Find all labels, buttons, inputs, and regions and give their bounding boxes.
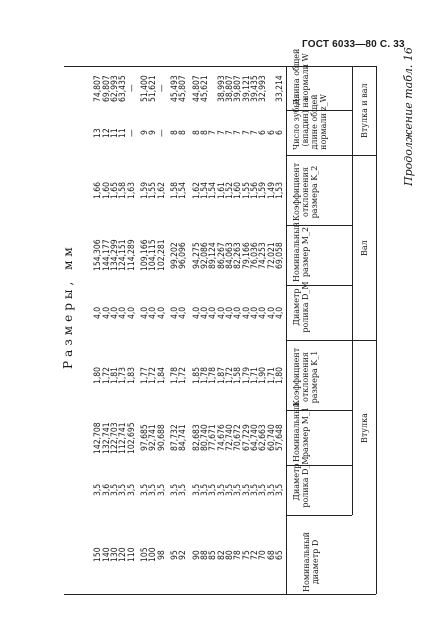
table-cell-teeth-count: 11 <box>110 127 120 138</box>
column-header-hub-nominal-size: Номинальный размер M_1 <box>292 402 310 462</box>
table-cell-shaft-nominal-size: 99,202 <box>170 241 180 269</box>
table-cell-teeth-count: 6 <box>275 130 285 135</box>
table-cell-shaft-nominal-size: 89,124 <box>208 241 219 269</box>
table-cell-hub-roller-diameter: 3,5 <box>216 483 227 496</box>
table-cell-shaft-coefficient: 1,55 <box>241 181 252 199</box>
table-cell-shaft-roller-diameter: 4,0 <box>216 306 227 319</box>
table-cell-shaft-roller-diameter: 4,0 <box>275 306 285 319</box>
sizes-caption: Размеры, мм <box>61 243 75 369</box>
table-cell-shaft-roller-diameter: 4,0 <box>170 306 180 319</box>
column-header-teeth-count: Число зубьев (впадин) на длине общей нормали z_W <box>292 94 328 150</box>
table-cell-hub-nominal-size: 80,740 <box>200 424 210 451</box>
table-cell-hub-coefficient: 1,72 <box>148 366 159 384</box>
table-cell-hub-roller-diameter: 3,5 <box>110 483 120 496</box>
table-cell-nominal-diameter: 120 <box>118 547 129 562</box>
table-cell-hub-nominal-size: 102,695 <box>126 421 137 454</box>
table-cell-teeth-count: 6 <box>258 130 269 135</box>
table-cell-hub-coefficient: 1,79 <box>241 366 252 384</box>
table-cell-shaft-nominal-size: 76,036 <box>250 241 260 269</box>
table-cell-teeth-count: 9 <box>140 130 150 135</box>
table-cell-hub-nominal-size: 97,685 <box>140 424 150 451</box>
table-cell-nominal-diameter: 100 <box>148 547 159 562</box>
table-cell-shaft-coefficient: 1,58 <box>170 181 180 199</box>
table-cell-shaft-roller-diameter: 4,0 <box>148 306 159 319</box>
table-cell-shaft-roller-diameter: 4,0 <box>258 306 269 319</box>
table-cell-teeth-count: 12 <box>101 127 112 138</box>
table-cell-hub-coefficient: 1,80 <box>275 366 285 384</box>
table-cell-hub-roller-diameter: 3,5 <box>170 483 180 496</box>
column-header-nominal-diameter: Номинальный диаметр D <box>302 532 320 592</box>
table-cell-shaft-coefficient: 1,58 <box>118 181 129 199</box>
table-continuation-title: Продолжение табл. 16 <box>402 47 415 186</box>
table-cell-hub-roller-diameter: 3,5 <box>241 483 252 496</box>
table-cell-hub-nominal-size: 87,732 <box>170 424 180 451</box>
table-cell-nominal-diameter: 140 <box>101 547 112 562</box>
table-cell-teeth-count: 9 <box>148 130 159 135</box>
table-cell-hub-roller-diameter: 3,6 <box>101 483 112 496</box>
table-cell-shaft-coefficient: 1,60 <box>101 181 112 199</box>
table-cell-shaft-roller-diameter: 4,0 <box>140 306 150 319</box>
table-cell-teeth-count: 8 <box>200 130 210 135</box>
table-cell-shaft-coefficient: 1,55 <box>148 181 159 199</box>
table-cell-hub-coefficient: 1,72 <box>101 366 112 384</box>
table-cell-nominal-diameter: 150 <box>93 547 104 562</box>
gost-page-label: ГОСТ 6033—80 С. 33 <box>302 39 405 50</box>
table-cell-nominal-diameter: 90 <box>191 549 202 560</box>
column-header-shaft-coefficient: Коэффициент отклонения размера K_2 <box>292 162 319 222</box>
table-cell-shaft-roller-diameter: 4,0 <box>126 306 137 319</box>
table-cell-hub-coefficient: 1,85 <box>191 366 202 384</box>
group-hub-and-shaft: Втулка и вал <box>360 83 369 138</box>
table-cell-shaft-roller-diameter: 4,0 <box>93 306 104 319</box>
table-cell-shaft-roller-diameter: 4,0 <box>225 306 235 319</box>
table-cell-hub-roller-diameter: 3,5 <box>258 483 269 496</box>
table-cell-shaft-coefficient: 1,63 <box>126 181 137 199</box>
table-cell-hub-nominal-size: 90,688 <box>156 424 167 451</box>
table-cell-shaft-roller-diameter: 4,0 <box>266 306 277 319</box>
table-cell-hub-coefficient: 1,80 <box>93 366 104 384</box>
table-cell-hub-nominal-size: 67,729 <box>241 424 252 451</box>
table-border-right <box>376 66 377 594</box>
page-header <box>0 0 426 60</box>
table-cell-teeth-count: 6 <box>266 130 277 135</box>
table-cell-hub-coefficient: 1,72 <box>225 366 235 384</box>
table-cell-hub-roller-diameter: 3,5 <box>93 483 104 496</box>
table-cell-common-normal-length: 33,214 <box>275 74 285 102</box>
table-cell-hub-nominal-size: 62,663 <box>258 424 269 451</box>
table-cell-hub-roller-diameter: 3,5 <box>148 483 159 496</box>
table-cell-shaft-nominal-size: 94,275 <box>191 241 202 269</box>
table-cell-shaft-nominal-size: 154,306 <box>93 239 104 271</box>
table-cell-shaft-roller-diameter: 4,0 <box>250 306 260 319</box>
table-cell-hub-nominal-size: 74,676 <box>216 424 227 451</box>
table-cell-shaft-nominal-size: 124,151 <box>118 239 129 271</box>
table-cell-hub-nominal-size: 132,741 <box>101 421 112 454</box>
table-cell-nominal-diameter: 85 <box>208 549 219 560</box>
table-cell-shaft-nominal-size: 92,086 <box>200 241 210 269</box>
table-cell-shaft-coefficient: 1,54 <box>178 181 189 199</box>
column-header-shaft-nominal-size: Номинальный размер M_2 <box>292 222 310 282</box>
table-cell-hub-roller-diameter: 3,5 <box>178 483 189 496</box>
table-cell-hub-roller-diameter: 3,5 <box>275 483 285 496</box>
table-cell-hub-coefficient: 1,90 <box>258 366 269 384</box>
table-cell-hub-nominal-size: 60,740 <box>266 424 277 451</box>
table-cell-hub-roller-diameter: 3,5 <box>126 483 137 496</box>
column-header-shaft-roller-diameter: Диаметр ролика D_M <box>292 281 310 333</box>
table-cell-shaft-coefficient: 1,62 <box>156 181 167 199</box>
table-cell-common-normal-length: 45,807 <box>178 74 189 102</box>
table-cell-shaft-nominal-size: 84,063 <box>225 241 235 269</box>
table-cell-common-normal-length: 38,993 <box>216 74 227 102</box>
table-cell-hub-roller-diameter: 3,5 <box>191 483 202 496</box>
table-cell-common-normal-length: 62,993 <box>110 74 120 102</box>
table-cell-common-normal-length: 39,807 <box>233 74 244 102</box>
table-cell-teeth-count: 8 <box>191 130 202 135</box>
table-cell-common-normal-length: 39,435 <box>250 74 260 102</box>
table-cell-hub-coefficient: 1,58 <box>233 366 244 384</box>
table-cell-hub-coefficient: 1,84 <box>156 366 167 384</box>
table-cell-hub-coefficient: 1,71 <box>250 366 260 384</box>
table-cell-teeth-count: 13 <box>93 127 104 138</box>
table-cell-shaft-coefficient: 1,59 <box>258 181 269 199</box>
table-cell-hub-coefficient: 1,71 <box>266 366 277 384</box>
table-cell-nominal-diameter: 92 <box>178 549 189 560</box>
table-cell-nominal-diameter: 65 <box>275 549 285 560</box>
column-header-hub-coefficient: Коэффициент отклонения размера K_1 <box>292 347 319 407</box>
table-cell-shaft-coefficient: 1,53 <box>275 181 285 199</box>
table-cell-hub-nominal-size: 82,683 <box>191 424 202 451</box>
table-cell-hub-coefficient: 1,78 <box>208 366 219 384</box>
table-cell-hub-coefficient: 1,72 <box>178 366 189 384</box>
table-cell-shaft-nominal-size: 104,115 <box>148 239 159 271</box>
table-cell-shaft-coefficient: 1,61 <box>216 181 227 199</box>
table-cell-hub-nominal-size: 77,671 <box>208 424 219 451</box>
group-shaft: Вал <box>360 239 369 256</box>
table-cell-teeth-count: — <box>126 128 137 137</box>
table-cell-nominal-diameter: 68 <box>266 549 277 560</box>
table-cell-shaft-nominal-size: 74,253 <box>258 241 269 269</box>
table-cell-hub-nominal-size: 64,740 <box>250 424 260 451</box>
group-separator-shaft-pair <box>352 155 376 156</box>
table-cell-teeth-count: 7 <box>225 130 235 135</box>
group-separator-hub-shaft <box>352 340 376 341</box>
table-cell-shaft-roller-diameter: 4,0 <box>241 306 252 319</box>
table-cell-hub-coefficient: 1,78 <box>200 366 210 384</box>
table-cell-hub-coefficient: 1,87 <box>216 366 227 384</box>
table-cell-teeth-count: 7 <box>250 130 260 135</box>
table-cell-teeth-count: 8 <box>170 130 180 135</box>
table-cell-hub-nominal-size: 72,740 <box>225 424 235 451</box>
table-cell-shaft-roller-diameter: 4,0 <box>191 306 202 319</box>
table-cell-nominal-diameter: 70 <box>258 549 269 560</box>
table-cell-nominal-diameter: 80 <box>225 549 235 560</box>
table-cell-common-normal-length: 51,621 <box>148 74 159 102</box>
table-cell-teeth-count: 7 <box>216 130 227 135</box>
table-cell-common-normal-length: — <box>156 84 167 92</box>
table-cell-shaft-nominal-size: 114,289 <box>126 239 137 271</box>
table-cell-shaft-roller-diameter: 4,0 <box>110 306 120 319</box>
table-cell-teeth-count: 7 <box>233 130 244 135</box>
column-separator <box>286 155 352 156</box>
table-cell-common-normal-length: 44,807 <box>191 74 202 102</box>
table-cell-nominal-diameter: 95 <box>170 549 180 560</box>
table-cell-common-normal-length: 63,435 <box>118 74 129 102</box>
table-cell-common-normal-length: 32,993 <box>258 74 269 102</box>
table-cell-shaft-nominal-size: 79,166 <box>241 241 252 269</box>
table-cell-shaft-roller-diameter: 4,0 <box>101 306 112 319</box>
table-cell-common-normal-length: — <box>126 84 137 92</box>
table-cell-shaft-nominal-size: 109,166 <box>140 239 150 271</box>
table-cell-common-normal-length: 38,807 <box>225 74 235 102</box>
table-cell-common-normal-length: 45,621 <box>200 74 210 102</box>
table-cell-common-normal-length: 51,400 <box>140 74 150 102</box>
table-cell-shaft-nominal-size: 134,299 <box>110 239 120 271</box>
table-cell-shaft-nominal-size: 102,281 <box>156 239 167 271</box>
table-cell-hub-roller-diameter: 3,5 <box>225 483 235 496</box>
table-cell-teeth-count: 7 <box>241 130 252 135</box>
table-cell-nominal-diameter: 105 <box>140 547 150 562</box>
table-cell-hub-coefficient: 1,77 <box>140 366 150 384</box>
table-cell-hub-roller-diameter: 3,5 <box>233 483 244 496</box>
table-cell-common-normal-length: 45,493 <box>170 74 180 102</box>
table-cell-shaft-nominal-size: 72,021 <box>266 241 277 269</box>
table-cell-teeth-count: 11 <box>118 127 129 138</box>
table-cell-shaft-coefficient: 1,54 <box>208 181 219 199</box>
table-cell-shaft-nominal-size: 82,263 <box>233 241 244 269</box>
table-cell-shaft-roller-diameter: 4,0 <box>156 306 167 319</box>
table-cell-hub-coefficient: 1,78 <box>170 366 180 384</box>
table-cell-nominal-diameter: 82 <box>216 549 227 560</box>
table-cell-hub-roller-diameter: 3,5 <box>250 483 260 496</box>
column-header-common-normal-length: Длина общей нормали W <box>292 48 310 106</box>
column-header-hub-roller-diameter: Диаметр ролика D_M <box>292 456 310 508</box>
table-cell-hub-nominal-size: 84,741 <box>178 424 189 451</box>
table-cell-hub-nominal-size: 112,741 <box>118 421 129 454</box>
table-cell-shaft-roller-diameter: 4,0 <box>208 306 219 319</box>
table-cell-nominal-diameter: 72 <box>250 549 260 560</box>
table-border-bottom <box>64 594 376 595</box>
table-cell-shaft-coefficient: 1,60 <box>233 181 244 199</box>
table-cell-nominal-diameter: 78 <box>233 549 244 560</box>
table-cell-teeth-count: 7 <box>208 130 219 135</box>
table-cell-hub-roller-diameter: 3,5 <box>200 483 210 496</box>
group-hub: Втулка <box>360 412 369 443</box>
table-cell-teeth-count: 8 <box>178 130 189 135</box>
table-cell-hub-roller-diameter: 3,5 <box>156 483 167 496</box>
table-cell-shaft-roller-diameter: 4,0 <box>200 306 210 319</box>
table-cell-hub-roller-diameter: 3,5 <box>266 483 277 496</box>
column-separator <box>286 515 352 516</box>
table-cell-shaft-nominal-size: 144,177 <box>101 239 112 271</box>
table-cell-shaft-coefficient: 1,59 <box>140 181 150 199</box>
column-separator <box>286 340 352 341</box>
table-cell-shaft-coefficient: 1,62 <box>191 181 202 199</box>
table-cell-shaft-nominal-size: 96,096 <box>178 241 189 269</box>
table-cell-shaft-roller-diameter: 4,0 <box>233 306 244 319</box>
table-cell-hub-nominal-size: 142,708 <box>93 421 104 454</box>
table-cell-shaft-coefficient: 1,49 <box>266 181 277 199</box>
table-cell-shaft-nominal-size: 86,267 <box>216 241 227 269</box>
table-cell-nominal-diameter: 110 <box>126 547 137 562</box>
table-cell-common-normal-length: 39,121 <box>241 74 252 102</box>
table-cell-shaft-coefficient: 1,54 <box>200 181 210 199</box>
group-divider-line <box>352 66 353 515</box>
table-cell-hub-nominal-size: 70,672 <box>233 424 244 451</box>
table-cell-shaft-coefficient: 1,56 <box>250 181 260 199</box>
table-cell-shaft-nominal-size: 69,058 <box>275 241 285 269</box>
table-cell-hub-nominal-size: 122,703 <box>110 421 120 454</box>
table-cell-hub-roller-diameter: 3,5 <box>118 483 129 496</box>
table-cell-shaft-coefficient: 1,52 <box>225 181 235 199</box>
dimensions-table <box>64 48 376 600</box>
table-cell-nominal-diameter: 88 <box>200 549 210 560</box>
table-cell-teeth-count: — <box>156 128 167 137</box>
table-cell-shaft-coefficient: 1,65 <box>110 181 120 199</box>
table-cell-hub-coefficient: 1,73 <box>118 366 129 384</box>
table-cell-hub-nominal-size: 57,648 <box>275 424 285 451</box>
table-cell-shaft-coefficient: 1,66 <box>93 181 104 199</box>
table-cell-hub-coefficient: 1,81 <box>110 366 120 384</box>
table-cell-hub-coefficient: 1,83 <box>126 366 137 384</box>
table-cell-nominal-diameter: 130 <box>110 547 120 562</box>
table-cell-nominal-diameter: 98 <box>156 549 167 560</box>
table-cell-shaft-roller-diameter: 4,0 <box>178 306 189 319</box>
table-border-top <box>64 66 376 67</box>
table-cell-shaft-roller-diameter: 4,0 <box>118 306 129 319</box>
table-cell-common-normal-length: 69,807 <box>101 74 112 102</box>
table-cell-hub-roller-diameter: 3,5 <box>140 483 150 496</box>
table-cell-common-normal-length: 74,807 <box>93 74 104 102</box>
table-cell-hub-nominal-size: 92,741 <box>148 424 159 451</box>
table-cell-hub-roller-diameter: 3,5 <box>208 483 219 496</box>
table-cell-nominal-diameter: 75 <box>241 549 252 560</box>
